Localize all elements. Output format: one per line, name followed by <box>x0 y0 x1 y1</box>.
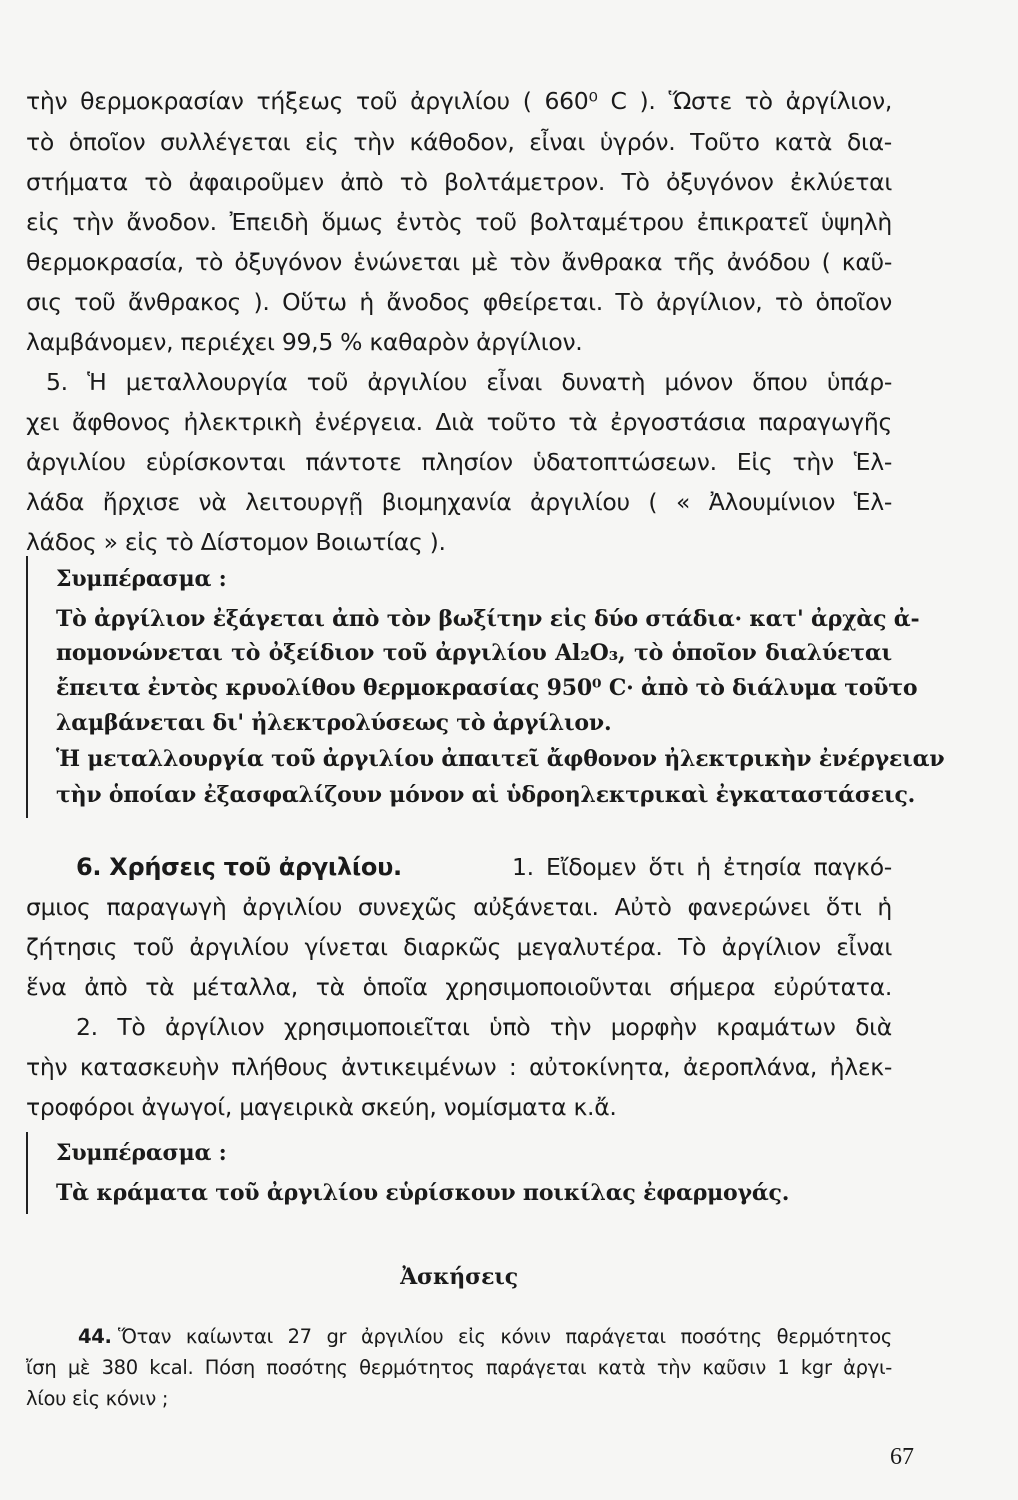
paragraph1-line: σις τοῦ ἄνθρακος ). Οὕτω ἡ ἄνοδος φθείρεται. Τὸ ἀργίλιον, τὸ ὁποῖον <box>26 288 892 316</box>
paragraph1-line: τὴν θερμοκρασίαν τήξεως τοῦ ἀργιλίου ( 660⁰ C ). Ὥστε τὸ ἀργίλιον, <box>26 87 892 115</box>
section6-first-line: 1. Εἴδομεν ὅτι ἡ ἐτησία παγκό- <box>512 853 892 881</box>
summary-bar <box>26 556 28 818</box>
paragraph1-line: στήματα τὸ ἀφαιροῦμεν ἀπὸ τὸ βολτάμετρον. Τὸ ὀξυγόνον ἐκλύεται <box>26 168 892 196</box>
exercise-line: Ὅταν καίωνται 27 gr ἀργιλίου εἰς κόνιν παράγεται ποσότης θερμότητος <box>118 1325 892 1348</box>
exercises-heading: Ἀσκήσεις <box>400 1264 518 1290</box>
paragraph2-line: λάδα ἤρχισε νὰ λειτουργῇ βιομηχανία ἀργιλίου ( « Ἀλουμίνιον Ἑλ- <box>26 488 892 516</box>
paragraph2-line: λάδος » εἰς τὸ Δίστομον Βοιωτίας ). <box>26 528 446 556</box>
paragraph1-line: θερμοκρασία, τὸ ὀξυγόνον ἑνώνεται μὲ τὸν ἄνθρακα τῆς ἀνόδου ( καῦ- <box>26 248 892 276</box>
exercise-line: ἴση μὲ 380 kcal. Πόση ποσότης θερμότητος παράγεται κατὰ τὴν καῦσιν 1 kgr ἀργι- <box>26 1356 892 1379</box>
summary2-title: Συμπέρασμα : <box>56 1140 227 1166</box>
book-page <box>26 0 945 1500</box>
section6-line: σμιος παραγωγὴ ἀργιλίου συνεχῶς αὐξάνεται. Αὐτὸ φανερώνει ὅτι ἡ <box>26 893 892 921</box>
summary1-line: Τὸ ἀργίλιον ἐξάγεται ἀπὸ τὸν βωξίτην εἰς δύο στάδια· κατ' ἀρχὰς ἀ- <box>56 606 920 632</box>
section6-line: τὴν κατασκευὴν πλήθους ἀντικειμένων : αὐτοκίνητα, ἀεροπλάνα, ἠλεκ- <box>26 1053 892 1081</box>
summary1-line: ἔπειτα ἐντὸς κρυολίθου θερμοκρασίας 950⁰ C· ἀπὸ τὸ διάλυμα τοῦτο <box>56 675 918 701</box>
paragraph2-line: ἀργιλίου εὑρίσκονται πάντοτε πλησίον ὑδατοπτώσεων. Εἰς τὴν Ἑλ- <box>26 448 892 476</box>
page-number: 67 <box>890 1444 914 1470</box>
section6-line: ἕνα ἀπὸ τὰ μέταλλα, τὰ ὁποῖα χρησιμοποιοῦνται σήμερα εὐρύτατα. <box>26 973 892 1001</box>
exercise-number: 44. <box>78 1325 112 1348</box>
summary1-line: πομονώνεται τὸ ὀξείδιον τοῦ ἀργιλίου Al₂O₃, τὸ ὁποῖον διαλύεται <box>56 640 892 666</box>
paragraph1-line: λαμβάνομεν, περιέχει 99,5 % καθαρὸν ἀργίλιον. <box>26 328 583 356</box>
section6-line: τροφόροι ἀγωγοί, μαγειρικὰ σκεύη, νομίσματα κ.ἄ. <box>26 1093 617 1121</box>
section6-line: 2. Τὸ ἀργίλιον χρησιμοποιεῖται ὑπὸ τὴν μορφὴν κραμάτων διὰ <box>76 1013 892 1041</box>
paragraph1-line: τὸ ὁποῖον συλλέγεται εἰς τὴν κάθοδον, εἶναι ὑγρόν. Τοῦτο κατὰ δια- <box>26 128 892 156</box>
summary-bar <box>26 1132 28 1214</box>
summary2-line: Τὰ κράματα τοῦ ἀργιλίου εὑρίσκουν ποικίλας ἐφαρμογάς. <box>56 1180 790 1206</box>
summary1-line: λαμβάνεται δι' ἠλεκτρολύσεως τὸ ἀργίλιον. <box>56 710 612 736</box>
summary1-line: Ἡ μεταλλουργία τοῦ ἀργιλίου ἀπαιτεῖ ἄφθονον ἠλεκτρικὴν ἐνέργειαν <box>56 746 945 772</box>
paragraph2-line: 5. Ἡ μεταλλουργία τοῦ ἀργιλίου εἶναι δυνατὴ μόνον ὅπου ὑπάρ- <box>46 368 892 396</box>
paragraph1-line: εἰς τὴν ἄνοδον. Ἐπειδὴ ὅμως ἐντὸς τοῦ βολταμέτρου ἐπικρατεῖ ὑψηλὴ <box>26 208 892 236</box>
paragraph2-line: χει ἄφθονος ἠλεκτρικὴ ἐνέργεια. Διὰ τοῦτο τὰ ἐργοστάσια παραγωγῆς <box>26 408 892 436</box>
exercise-line: λίου εἰς κόνιν ; <box>26 1387 169 1410</box>
summary1-title: Συμπέρασμα : <box>56 566 227 592</box>
section6-heading: 6. Χρήσεις τοῦ ἀργιλίου. <box>76 853 402 881</box>
summary1-line: τὴν ὁποίαν ἐξασφαλίζουν μόνον αἱ ὑδροηλεκτρικαὶ ἐγκαταστάσεις. <box>56 782 916 808</box>
section6-line: ζήτησις τοῦ ἀργιλίου γίνεται διαρκῶς μεγαλυτέρα. Τὸ ἀργίλιον εἶναι <box>26 933 892 961</box>
